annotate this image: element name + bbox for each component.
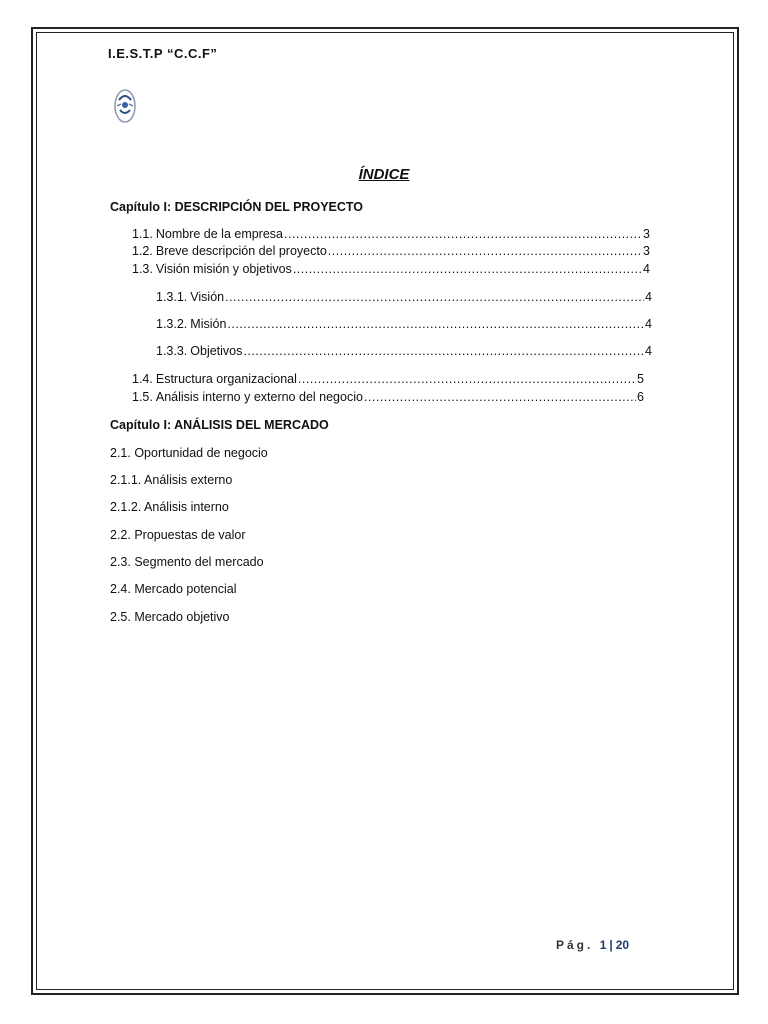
toc-entry-plain[interactable]: 2.1.1. Análisis externo xyxy=(110,473,233,487)
toc-entry[interactable]: 1.4. Estructura organizacional ..... 5 xyxy=(132,372,644,386)
toc-entry-plain[interactable]: 2.2. Propuestas de valor xyxy=(110,528,246,542)
toc-entry[interactable]: 1.3.3. Objetivos ..... 4 xyxy=(156,344,652,358)
leader-dots xyxy=(243,344,644,358)
page-label: Pág. xyxy=(556,938,594,952)
leader-dots xyxy=(298,372,636,386)
page-footer xyxy=(556,938,629,952)
toc-entry-plain[interactable]: 2.4. Mercado potencial xyxy=(110,582,237,596)
toc-entry[interactable]: 1.5. Análisis interno y externo del negocio ..... 6 xyxy=(132,390,644,404)
toc-entry-plain[interactable]: 2.1.2. Análisis interno xyxy=(110,500,229,514)
chapter-2-heading: Capítulo I: ANÁLISIS DEL MERCADO xyxy=(110,418,329,432)
toc-entry[interactable]: 1.3.2. Misión ..... 4 xyxy=(156,317,652,331)
page-number: 1 xyxy=(599,938,607,952)
page-separator: | xyxy=(609,938,613,952)
page-total: 20 xyxy=(615,938,630,952)
leader-dots xyxy=(225,290,644,304)
leader-dots xyxy=(364,390,636,404)
chapter-1-heading: Capítulo I: DESCRIPCIÓN DEL PROYECTO xyxy=(110,200,364,214)
toc-entry[interactable]: 1.2. Breve descripción del proyecto ..... 3 xyxy=(132,244,650,258)
leader-dots xyxy=(328,244,642,258)
page-title: ÍNDICE xyxy=(358,166,410,183)
toc-entry[interactable]: 1.3. Visión misión y objetivos ..... 4 xyxy=(132,262,650,276)
toc-entry-plain[interactable]: 2.5. Mercado objetivo xyxy=(110,610,230,624)
leader-dots xyxy=(293,262,642,276)
toc-entry-plain[interactable]: 2.3. Segmento del mercado xyxy=(110,555,264,569)
toc-entry[interactable]: 1.1. Nombre de la empresa ..... 3 xyxy=(132,227,650,241)
toc-entry-plain[interactable]: 2.1. Oportunidad de negocio xyxy=(110,446,268,460)
institution-logo-icon xyxy=(110,86,140,126)
toc-entry[interactable]: 1.3.1. Visión ..... 4 xyxy=(156,290,652,304)
leader-dots xyxy=(227,317,644,331)
leader-dots xyxy=(284,227,642,241)
institution-header: I.E.S.T.P “C.C.F” xyxy=(108,46,218,61)
